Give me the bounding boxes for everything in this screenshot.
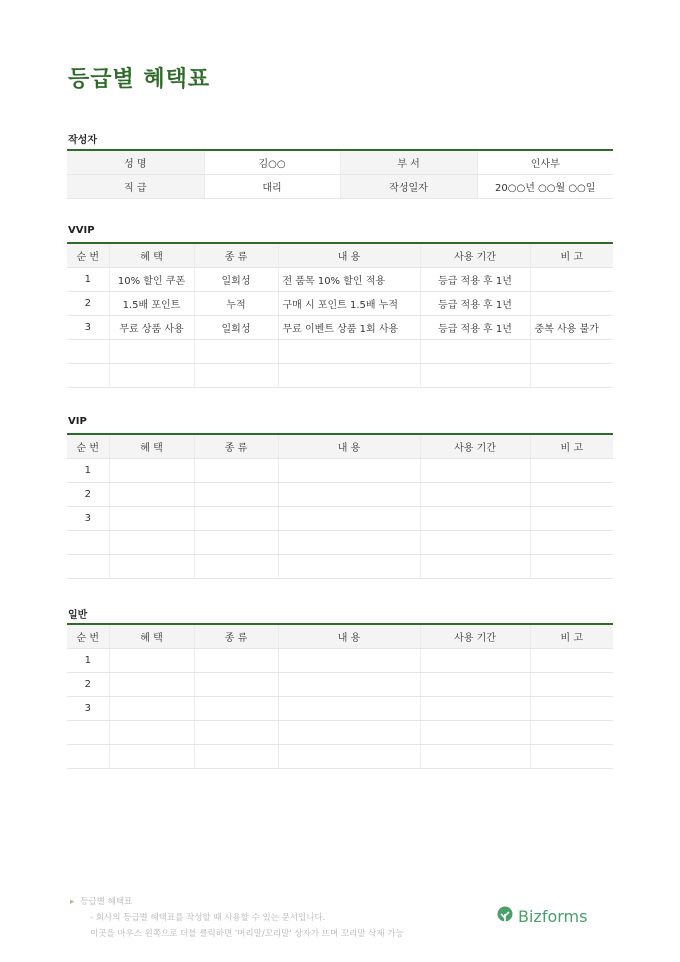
vvip-table [67, 242, 613, 388]
table-row [67, 340, 613, 364]
cell-note[interactable] [530, 340, 613, 364]
logo-text: Bizforms [518, 906, 588, 926]
cell-content[interactable] [278, 745, 420, 769]
cell-benefit[interactable] [109, 531, 194, 555]
cell-type[interactable] [194, 745, 278, 769]
cell-period[interactable] [420, 483, 530, 507]
cell-content[interactable] [278, 555, 420, 579]
table-row [67, 364, 613, 388]
table-row [67, 697, 613, 721]
table-row [67, 268, 613, 292]
cell-period[interactable]: 등급 적용 후 1년 [420, 292, 530, 316]
header-note: 비 고 [530, 624, 613, 649]
cell-period[interactable] [420, 531, 530, 555]
cell-content[interactable]: 구매 시 포인트 1.5배 누적 [278, 292, 420, 316]
cell-note[interactable] [530, 531, 613, 555]
cell-benefit[interactable]: 무료 상품 사용 [109, 316, 194, 340]
general-table [67, 623, 613, 769]
department-value[interactable]: 인사부 [477, 150, 613, 175]
cell-type[interactable] [194, 364, 278, 388]
table-row [67, 649, 613, 673]
cell-benefit[interactable] [109, 697, 194, 721]
cell-period[interactable] [420, 555, 530, 579]
date-label: 작성일자 [340, 175, 477, 199]
header-number: 순 번 [67, 243, 109, 268]
cell-number[interactable] [67, 340, 109, 364]
footer-description: - 회사의 등급별 혜택표를 작성할 때 사용할 수 있는 문서입니다. [90, 913, 326, 923]
cell-note[interactable] [530, 697, 613, 721]
header-number: 순 번 [67, 624, 109, 649]
cell-benefit[interactable] [109, 364, 194, 388]
footer-title-row [70, 894, 404, 910]
name-value[interactable]: 김○○ [204, 150, 340, 175]
cell-type[interactable] [194, 721, 278, 745]
header-content: 내 용 [278, 243, 420, 268]
tree-icon [496, 906, 514, 926]
cell-number[interactable] [67, 364, 109, 388]
vip-table [67, 433, 613, 579]
cell-period[interactable]: 등급 적용 후 1년 [420, 268, 530, 292]
header-note: 비 고 [530, 243, 613, 268]
cell-period[interactable] [420, 721, 530, 745]
cell-content[interactable] [278, 364, 420, 388]
footer-instruction: 이곳을 마우스 왼쪽으로 더블 클릭하면 '머리말/꼬리말' 상자가 뜨며 꼬리말 삭제 가능 [90, 929, 404, 939]
cell-type[interactable]: 일회성 [194, 268, 278, 292]
cell-period[interactable]: 등급 적용 후 1년 [420, 316, 530, 340]
cell-content[interactable] [278, 483, 420, 507]
cell-content[interactable] [278, 721, 420, 745]
table-row [67, 555, 613, 579]
cell-note[interactable] [530, 745, 613, 769]
cell-benefit[interactable]: 10% 할인 쿠폰 [109, 268, 194, 292]
cell-number[interactable]: 1 [67, 649, 109, 673]
cell-content[interactable] [278, 459, 420, 483]
table-row [67, 745, 613, 769]
cell-benefit[interactable] [109, 340, 194, 364]
cell-period[interactable] [420, 673, 530, 697]
cell-benefit[interactable]: 1.5배 포인트 [109, 292, 194, 316]
table-row [67, 507, 613, 531]
header-type: 종 류 [194, 243, 278, 268]
cell-note[interactable] [530, 292, 613, 316]
cell-period[interactable] [420, 507, 530, 531]
header-benefit: 혜 택 [109, 243, 194, 268]
cell-period[interactable] [420, 340, 530, 364]
cell-note[interactable] [530, 459, 613, 483]
cell-type[interactable] [194, 507, 278, 531]
header-period: 사용 기간 [420, 243, 530, 268]
cell-period[interactable] [420, 459, 530, 483]
cell-type[interactable] [194, 483, 278, 507]
vvip-section-label: VVIP [68, 225, 95, 236]
cell-benefit[interactable] [109, 673, 194, 697]
table-header-row [67, 434, 613, 459]
cell-content[interactable] [278, 340, 420, 364]
cell-number[interactable]: 3 [67, 697, 109, 721]
cell-number[interactable] [67, 555, 109, 579]
author-section-label: 작성자 [68, 135, 97, 146]
cell-benefit[interactable] [109, 745, 194, 769]
cell-note[interactable] [530, 721, 613, 745]
cell-type[interactable] [194, 673, 278, 697]
header-note: 비 고 [530, 434, 613, 459]
author-row [67, 175, 613, 199]
header-benefit: 혜 택 [109, 434, 194, 459]
header-period: 사용 기간 [420, 434, 530, 459]
cell-note[interactable]: 중복 사용 불가 [530, 316, 613, 340]
cell-note[interactable] [530, 268, 613, 292]
general-section-label: 일반 [68, 610, 88, 621]
footer-title: 등급별 혜택표 [80, 897, 133, 907]
cell-number[interactable]: 2 [67, 673, 109, 697]
cell-type[interactable] [194, 459, 278, 483]
cell-number[interactable] [67, 531, 109, 555]
cell-number[interactable]: 1 [67, 459, 109, 483]
position-value[interactable]: 대리 [204, 175, 340, 199]
header-content: 내 용 [278, 624, 420, 649]
author-table [67, 149, 613, 199]
cell-number[interactable]: 1 [67, 268, 109, 292]
table-row [67, 292, 613, 316]
cell-benefit[interactable] [109, 507, 194, 531]
table-row [67, 459, 613, 483]
cell-number[interactable]: 3 [67, 316, 109, 340]
cell-content[interactable] [278, 507, 420, 531]
cell-benefit[interactable] [109, 649, 194, 673]
cell-benefit[interactable] [109, 483, 194, 507]
bizforms-logo [496, 906, 587, 926]
cell-note[interactable] [530, 673, 613, 697]
cell-note[interactable] [530, 555, 613, 579]
cell-type[interactable] [194, 649, 278, 673]
header-type: 종 류 [194, 434, 278, 459]
table-header-row [67, 243, 613, 268]
position-label: 직 급 [67, 175, 204, 199]
cell-number[interactable] [67, 745, 109, 769]
cell-period[interactable] [420, 697, 530, 721]
cell-content[interactable] [278, 697, 420, 721]
cell-type[interactable]: 일회성 [194, 316, 278, 340]
cell-content[interactable] [278, 649, 420, 673]
header-period: 사용 기간 [420, 624, 530, 649]
cell-benefit[interactable] [109, 555, 194, 579]
table-row [67, 721, 613, 745]
header-content: 내 용 [278, 434, 420, 459]
name-label: 성 명 [67, 150, 204, 175]
table-row [67, 531, 613, 555]
header-number: 순 번 [67, 434, 109, 459]
vip-section-label: VIP [68, 416, 87, 427]
cell-benefit[interactable] [109, 721, 194, 745]
table-row [67, 673, 613, 697]
cell-content[interactable]: 전 품목 10% 할인 적용 [278, 268, 420, 292]
cell-number[interactable] [67, 721, 109, 745]
cell-content[interactable]: 무료 이벤트 상품 1회 사용 [278, 316, 420, 340]
cell-content[interactable] [278, 531, 420, 555]
cell-number[interactable]: 3 [67, 507, 109, 531]
cell-type[interactable] [194, 531, 278, 555]
cell-type[interactable] [194, 340, 278, 364]
footer-note[interactable] [70, 894, 404, 942]
header-benefit: 혜 택 [109, 624, 194, 649]
cell-period[interactable] [420, 364, 530, 388]
cell-period[interactable] [420, 745, 530, 769]
cell-note[interactable] [530, 507, 613, 531]
cell-benefit[interactable] [109, 459, 194, 483]
header-type: 종 류 [194, 624, 278, 649]
page-title: 등급별 혜택표 [68, 67, 211, 92]
cell-note[interactable] [530, 364, 613, 388]
table-row [67, 483, 613, 507]
triangle-bullet-icon: ▸ [70, 897, 75, 907]
cell-type[interactable] [194, 555, 278, 579]
cell-type[interactable]: 누적 [194, 292, 278, 316]
cell-note[interactable] [530, 649, 613, 673]
cell-content[interactable] [278, 673, 420, 697]
date-value[interactable]: 20○○년 ○○월 ○○일 [477, 175, 613, 199]
cell-note[interactable] [530, 483, 613, 507]
table-row [67, 316, 613, 340]
department-label: 부 서 [340, 150, 477, 175]
cell-number[interactable]: 2 [67, 483, 109, 507]
cell-period[interactable] [420, 649, 530, 673]
cell-type[interactable] [194, 697, 278, 721]
author-row [67, 150, 613, 175]
table-header-row [67, 624, 613, 649]
cell-number[interactable]: 2 [67, 292, 109, 316]
